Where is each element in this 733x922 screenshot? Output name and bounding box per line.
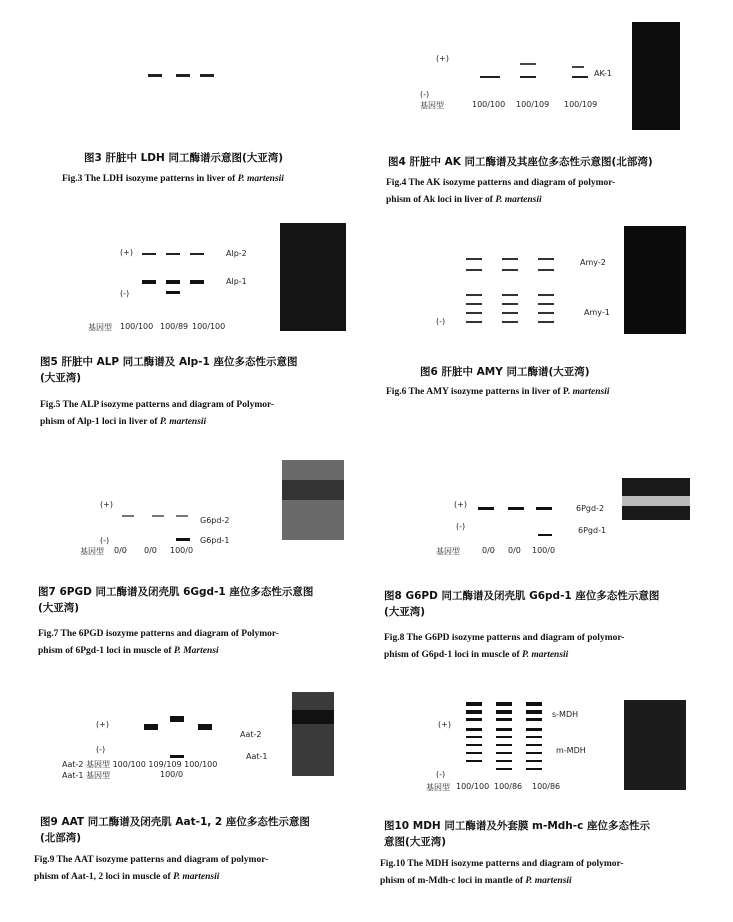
figure-caption-chinese: 图10 MDH 同工酶谱及外套膜 m-Mdh-c 座位多态性示 意图(大亚湾) xyxy=(384,820,651,848)
caption-text: Fig.6 The AMY isozyme patterns in liver of P. xyxy=(386,387,573,397)
figure-8 xyxy=(366,450,733,670)
species-name: P. martensii xyxy=(159,417,207,427)
figure-5 xyxy=(0,205,366,445)
cathode-label: (-) xyxy=(420,90,430,99)
cathode-label: (-) xyxy=(436,770,446,779)
caption-line xyxy=(386,384,610,401)
figure-caption-english xyxy=(384,630,624,664)
figure-caption-english xyxy=(40,397,274,431)
cathode-label: (-) xyxy=(456,522,466,531)
gel-photo xyxy=(632,22,680,130)
anode-label: (+) xyxy=(436,54,449,63)
gel-photo xyxy=(624,700,686,790)
cathode-label: (-) xyxy=(120,289,130,298)
caption-text: phism of m-Mdh-c loci in mantle of xyxy=(380,876,526,886)
locus-label: 6Pgd-2 xyxy=(576,504,605,513)
genotype-value: 100/0 xyxy=(170,546,194,555)
caption-line xyxy=(40,397,274,414)
species-name: P. martensii xyxy=(522,650,569,660)
genotype-row: Aat-1 基因型 xyxy=(62,771,111,780)
caption-text: Fig.9 The AAT isozyme patterns and diagram of polymor- xyxy=(34,855,269,865)
species-name: P. martensii xyxy=(237,174,284,184)
caption-line xyxy=(380,873,624,890)
figure-7 xyxy=(0,450,366,670)
genotype-value: 0/0 xyxy=(508,546,521,555)
locus-label: Amy-1 xyxy=(584,308,610,317)
anode-label: (+) xyxy=(100,500,113,509)
genotype-value: 0/0 xyxy=(144,546,157,555)
genotype-value: 100/109 xyxy=(564,100,598,109)
zymogram-diagram xyxy=(0,450,366,580)
caption-text: Fig.8 The G6PD isozyme patterns and diagram of polymor- xyxy=(384,633,625,643)
figure-4 xyxy=(366,0,733,220)
caption-text: Fig.5 The ALP isozyme patterns and diagram of Polymor- xyxy=(40,400,275,410)
figure-caption-english xyxy=(386,384,610,401)
zymogram-diagram xyxy=(0,680,366,800)
zymogram-diagram xyxy=(366,0,733,150)
caption-line xyxy=(38,643,279,660)
locus-label: 6Pgd-1 xyxy=(578,526,607,535)
caption-line xyxy=(386,192,615,209)
figure-6 xyxy=(366,220,733,415)
genotype-value: 100/109 xyxy=(516,100,550,109)
caption-line xyxy=(384,647,624,664)
figure-caption-english xyxy=(380,856,624,890)
genotype-label: 基因型 xyxy=(88,323,112,332)
locus-label: Amy-2 xyxy=(580,258,606,267)
zymogram-diagram xyxy=(366,450,733,580)
locus-label: s-MDH xyxy=(552,710,579,719)
caption-line xyxy=(62,171,284,188)
locus-label: Aat-1 xyxy=(246,752,268,761)
caption-text: Fig.4 The AK isozyme patterns and diagram of polymor- xyxy=(386,178,616,188)
caption-line xyxy=(34,852,268,869)
genotype-value: 100/0 xyxy=(532,546,556,555)
genotype-value: 100/100 xyxy=(120,322,154,331)
caption-text: phism of Ak loci in liver of xyxy=(386,195,496,205)
figure-caption-chinese: 图3 肝脏中 LDH 同工酶谱示意图(大亚湾) xyxy=(84,152,284,164)
locus-label: m-MDH xyxy=(556,746,586,755)
figure-caption-chinese: 图9 AAT 同工酶谱及闭壳肌 Aat-1, 2 座位多态性示意图 (北部湾) xyxy=(40,816,310,844)
genotype-value: 100/89 xyxy=(160,322,189,331)
locus-label: Aat-2 xyxy=(240,730,262,739)
genotype-value: 100/100 xyxy=(456,782,490,791)
locus-label: G6pd-1 xyxy=(200,536,230,545)
species-name: P. martensii xyxy=(495,195,542,205)
figure-caption-english xyxy=(62,171,284,188)
species-name: P. martensii xyxy=(173,872,220,882)
caption-text: Fig.7 The 6PGD isozyme patterns and diagram of Polymor- xyxy=(38,629,279,639)
genotype-label: 基因型 xyxy=(436,547,460,556)
caption-text: Fig.3 The LDH isozyme patterns in liver of xyxy=(62,174,238,184)
genotype-value: 100/86 xyxy=(494,782,523,791)
figure-9 xyxy=(0,680,366,922)
anode-label: (+) xyxy=(120,248,133,257)
caption-line xyxy=(380,856,624,873)
cathode-label: (-) xyxy=(100,536,110,545)
caption-line xyxy=(384,630,624,647)
figure-caption-english xyxy=(38,626,279,660)
caption-line xyxy=(38,626,279,643)
caption-text: phism of 6Pgd-1 loci in muscle of xyxy=(38,646,174,656)
figure-caption-chinese: 图6 肝脏中 AMY 同工酶谱(大亚湾) xyxy=(420,366,590,378)
species-name: P. Martensi xyxy=(173,646,219,656)
caption-text: phism of G6pd-1 loci in muscle of xyxy=(384,650,523,660)
anode-label: (+) xyxy=(438,720,451,729)
figure-caption-chinese: 图8 G6PD 同工酶谱及闭壳肌 G6pd-1 座位多态性示意图 (大亚湾) xyxy=(384,590,660,618)
figure-caption-chinese: 图4 肝脏中 AK 同工酶谱及其座位多态性示意图(北部湾) xyxy=(388,156,653,168)
figure-10 xyxy=(366,680,733,922)
figure-caption-english xyxy=(386,175,615,209)
caption-line xyxy=(34,869,268,886)
gel-photo xyxy=(292,692,334,776)
genotype-value: 100/100 xyxy=(472,100,506,109)
genotype-row: Aat-2 基因型 100/100 109/109 100/100 xyxy=(62,760,218,769)
locus-label: G6pd-2 xyxy=(200,516,230,525)
genotype-value: 100/100 xyxy=(192,322,226,331)
genotype-value: 100/0 xyxy=(160,770,184,779)
genotype-label: 基因型 xyxy=(420,101,444,110)
zymogram-diagram xyxy=(0,0,366,150)
caption-text: phism of Aat-1, 2 loci in muscle of xyxy=(34,872,174,882)
figure-caption-english xyxy=(34,852,268,886)
locus-label: Alp-1 xyxy=(226,277,247,286)
locus-label: Alp-2 xyxy=(226,249,247,258)
anode-label: (+) xyxy=(454,500,467,509)
genotype-value: 100/86 xyxy=(532,782,561,791)
caption-line xyxy=(40,414,274,431)
species-name: P. martensii xyxy=(525,876,572,886)
genotype-value: 0/0 xyxy=(114,546,127,555)
cathode-label: (-) xyxy=(436,317,446,326)
species-name: martensii xyxy=(572,387,610,397)
caption-text: phism of Alp-1 loci in liver of xyxy=(40,417,160,427)
figure-caption-chinese: 图7 6PGD 同工酶谱及闭壳肌 6Ggd-1 座位多态性示意图 (大亚湾) xyxy=(38,586,314,614)
genotype-value: 0/0 xyxy=(482,546,495,555)
caption-text: Fig.10 The MDH isozyme patterns and diagram of polymor- xyxy=(380,859,624,869)
genotype-label: 基因型 xyxy=(80,547,104,556)
figure-caption-chinese: 图5 肝脏中 ALP 同工酶谱及 Alp-1 座位多态性示意图 (大亚湾) xyxy=(40,356,298,384)
genotype-label: 基因型 xyxy=(426,783,450,792)
cathode-label: (-) xyxy=(96,745,106,754)
locus-label: AK-1 xyxy=(594,69,612,78)
anode-label: (+) xyxy=(96,720,109,729)
gel-photo xyxy=(624,226,686,334)
gel-photo xyxy=(280,223,346,331)
zymogram-diagram xyxy=(366,220,733,360)
caption-line xyxy=(386,175,615,192)
figure-3 xyxy=(0,0,366,200)
